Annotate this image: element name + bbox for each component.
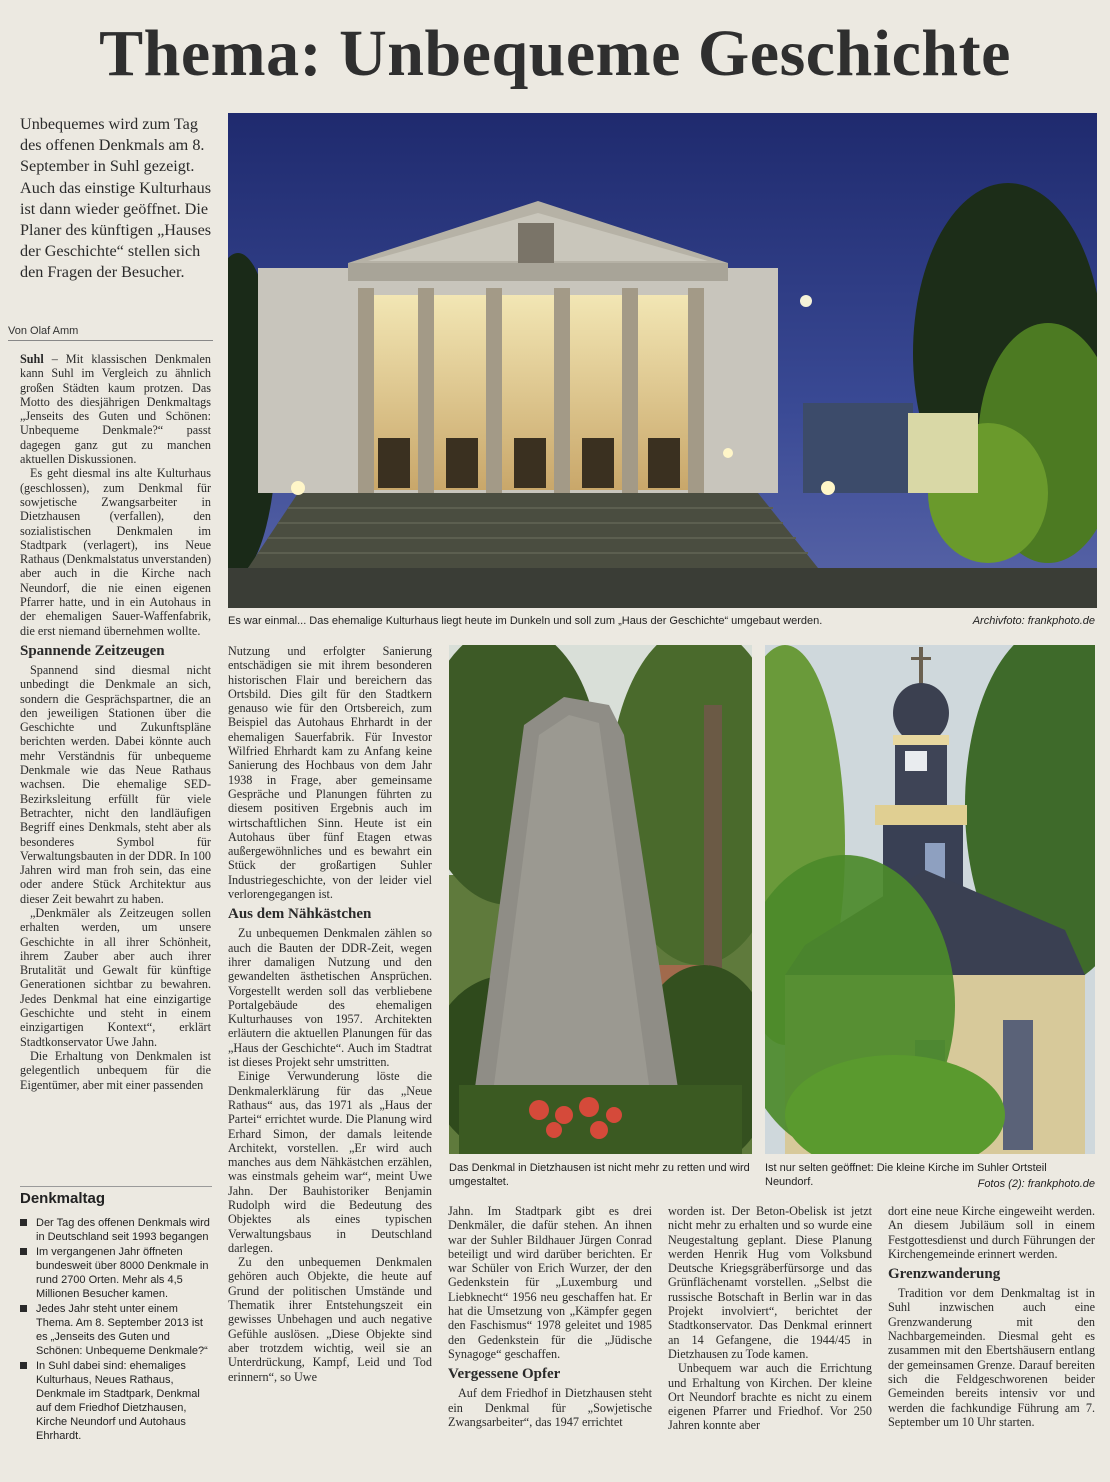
info-box-item: Jedes Jahr steht unter einem Thema. Am 8. September 2013 ist es „Jenseits des Guten und Schönen: Unbequeme Denkmale?“ [20,1302,212,1358]
paragraph: „Denkmäler als Zeitzeugen sollen erhalten werden, um unsere Geschichte in all ihrer Schönheit, ihrem Zauber aber auch ihrer Brutalität und Gewalt für künftige Generationen sichtbar zu bewahren. Jedes Denkmal hat eine einzigartige Geschichte und steht in einem einzigartigen Kontext“, erklärt Stadtkonservator Uwe Jahn. [20,905,211,1049]
bullet-square-icon [20,1219,27,1226]
paragraph: Zu den unbequemen Denkmalen gehören auch Objekte, die heute auf Grund der politischen Umstände und Thematik ihrer Entstehungszeit ein gewisses Unbehagen und auch negative Gefühle auslösen. „Diese Objekte sind aber trotzdem wichtig, weil sie an Unterdrückung, Kampf, Leid und Tod erinnern“, so Uwe [228,1255,432,1384]
kulturhaus-illustration [228,113,1097,608]
paragraph: Unbequem war auch die Errichtung und Erhaltung von Kirchen. Der kleine Ort Neundorf brachte es nicht zu einem eigenen Pfarrer und Friedhof. Vor 250 Jahren konnte aber [668,1361,872,1433]
church-photo-caption: Ist nur selten geöffnet: Die kleine Kirche im Suhler Ortsteil Neundorf. [765,1162,1047,1188]
paragraph: Jahn. Im Stadtpark gibt es drei Denkmäler, die dafür stehen. An ihnen war der Suhler Bildhauer Jürgen Conrad beteiligt und wird darüber berichten. Er war Schüler von Erich Wurzer, der den Gedenkstein für „Luxemburg und Liebknecht“ 1956 neu geschaffen hat. Er hat die Umsetzung von „Kämpfer gegen den Faschismus“ 1978 geleitet und 1985 den Gedenkstein für die „Jüdische Synagoge“ geschaffen. [448,1204,652,1361]
church-photo-credit: Fotos (2): frankphoto.de [977,1178,1095,1190]
obelisk-photo [449,645,752,1154]
article-column-4 [668,1204,872,1433]
main-photo-caption: Es war einmal... Das ehemalige Kulturhaus liegt heute im Dunkeln und soll zum „Haus der Geschichte“ umgebaut werden. [228,615,823,627]
lead-text: Unbequemes wird zum Tag des offenen Denkmals am 8. September in Suhl gezeigt. Auch das einstige Kulturhaus ist dann wieder geöffnet. Die Planer des künftigen „Hauses der Geschichte“ stellen sich den Fragen der Besucher. [20,115,212,282]
paragraph: Nutzung und erfolgter Sanierung entschädigen sie mit ihrem besonderen historischen Flair und bereichern das Ortsbild. Dies gilt für den Stadtkern genauso wie für den Ortsbereich, zum Beispiel das Autohaus Ehrhardt in der ehemaligen Sauerfabrik. Für Investor Wilfried Ehrhardt kam zu Anfang keine Sanierung des Hochbaus von dem Jahr 1938 in Frage, aber gemeinsame Gespräche und Planungen führten zu diesem positiven Ergebnis auch im wirtschaftlichen Sinn. Heute ist ein Autohaus über fünf Etagen etwas außergewöhnliches und es bewahrt ein Stück der großartigen Suhler Industriegeschichte, von der leider viel verlorengegangen ist. [228,644,432,902]
article-column-3 [448,1204,652,1429]
info-box-item: Der Tag des offenen Denkmals wird in Deutschland seit 1993 begangen [20,1216,212,1244]
article-column-5 [888,1204,1095,1429]
paragraph: Auf dem Friedhof in Dietzhausen steht ein Denkmal für „Sowjetische Zwangsarbeiter“, das 1947 errichtet [448,1386,652,1429]
main-photo-kulturhaus [228,113,1097,608]
paragraph: Die Erhaltung von Denkmalen ist gelegentlich unbequem für die Eigentümer, aber mit einer passenden [20,1048,211,1092]
paragraph: dort eine neue Kirche eingeweiht werden. An diesem Jubiläum soll in einem Festgottesdienst und durch Führungen der Kirchengemeinde erinnert werden. [888,1204,1095,1261]
paragraph: Tradition vor dem Denkmaltag ist in Suhl inzwischen auch eine Grenzwanderung mit den Nachbargemeinden. Diesmal geht es zusammen mit den Ebertshäusern entlang der gemeinsamen Grenze. Darauf bereiten sich die Feldgeschworenen beider Gemeinden bereits intensiv vor und werden die fachkundige Führung am 7. September um 10 Uhr starten. [888,1286,1095,1429]
page-title: Thema: Unbequeme Geschichte [99,17,1011,90]
obelisk-illustration [449,645,752,1154]
subheading-vergessene-opfer: Vergessene Opfer [448,1366,561,1383]
box-divider [20,1186,212,1187]
article-column-2 [228,644,432,1384]
bullet-square-icon [20,1305,27,1312]
paragraph: Zu unbequemen Denkmalen zählen so auch die Bauten der DDR-Zeit, wegen ihrer damaligen Nutzung und den gewandelten ästhetischen Ansprüchen. Vorgestellt werden soll das verbliebene Portalgebäude des ehemaligen Kulturhauses von 1957. Architekten erläutern die aktuellen Planungen für das „Haus der Geschichte“. Auch im Stadtrat ist dieses Projekt sehr umstritten. [228,926,432,1070]
main-photo-credit: Archivfoto: frankphoto.de [972,615,1095,627]
bullet-square-icon [20,1248,27,1255]
byline: Von Olaf Amm [8,325,213,341]
subheading-grenzwanderung: Grenzwanderung [888,1266,1001,1283]
paragraph: Einige Verwunderung löste die Denkmalerklärung für das „Neue Rathaus“ aus, das 1971 als „Haus der Partei“ errichtet wurde. Die Planung wird Erhard Simon, der damals leitende Architekt, vorstellen. „Er wird auch manches aus dem Nähkästchen erzählen, was einstmals geheim war“, meint Uwe Jahn. Der Bauhistoriker Benjamin Rudolph wird die Bedeutung des Objektes als eines typischen Verwaltungsbaus in Deutschland darlegen. [228,1069,432,1255]
paragraph: – Mit klassischen Denkmalen kann Suhl im Vergleich zu ähnlich großen Städten kaum protzen. Das Motto des diesjährigen Denkmaltags „Jenseits des Guten und Schönen: Unbequeme Denkmale?“ passt dagegen ganz gut zu manchen aktuellen Diskussionen. [20,352,211,467]
subheading-spannende-zeitzeugen: Spannende Zeitzeugen [20,642,165,659]
obelisk-photo-caption: Das Denkmal in Dietzhausen ist nicht mehr zu retten und wird umgestaltet. [449,1162,750,1188]
paragraph: worden ist. Der Beton-Obelisk ist jetzt nicht mehr zu erhalten und so wurde eine Neugestaltung geplant. Diese Planung werden Henrik Hug vom Volksbund Deutsche Kriegsgräberfürsorge und das Grünflächenamt vorstellen. „Selbst die russische Botschaft in Berlin war in das Projekt involviert“, berichtet der Stadtkonservator. Das Denkmal erinnert an 14 Gefangene, die 1944/45 in Dietzhausen zu Tode kamen. [668,1204,872,1361]
dateline: Suhl [20,352,44,366]
paragraph: Spannend sind diesmal nicht unbedingt die Denkmale an sich, sondern die Gesprächspartner, die an den jeweiligen Stationen über die Geschichte und Zukunftspläne berichten werden. Dabei könnte auch mehr Verständnis für unbequeme Denkmale wie das Neue Rathaus wachsen. Die ehemalige SED-Bezirksleitung erfüllt für viele Betrachter, nicht den landläufigen Begriff eines Denkmals, steht aber als besonderes Symbol für Verwaltungsbauten in der DDR. In 100 Jahren wird man froh sein, das eine oder andere Stück Architektur aus dieser Zeit bewahrt zu haben. [20,662,211,906]
church-photo [765,645,1095,1154]
bullet-square-icon [20,1362,27,1369]
info-box-item: In Suhl dabei sind: ehemaliges Kulturhaus, Neues Rathaus, Denkmale im Stadtpark, Denkmal auf dem Friedhof Dietzhausen, Kirche Neundorf und Autohaus Ehrhardt. [20,1359,212,1443]
church-illustration [765,645,1095,1154]
paragraph: Es geht diesmal ins alte Kulturhaus (geschlossen), zum Denkmal für sowjetische Zwangsarbeiter in Dietzhausen (verfallen), den sozialistischen Denkmalen im Stadtpark (verlagert), ins Neue Rathaus (Denkmalstatus unverstanden) aber auch in die Kirche nach Neundorf, die nie einen eigenen Pfarrer hatte, und in ein Autohaus in der ehemaligen Sauer-Waffenfabrik, die erst niemand übernehmen wollte. [20,466,211,638]
subheading-aus-dem-naehkaestchen: Aus dem Nähkästchen [228,906,372,923]
info-box-item: Im vergangenen Jahr öffneten bundesweit über 8000 Denkmale in rund 2700 Orten. Mehr als 4,5 Millionen Besucher kamen. [20,1245,212,1301]
info-box-heading: Denkmaltag [20,1190,106,1207]
info-box [20,1216,212,1444]
article-column-1 [20,352,211,1092]
